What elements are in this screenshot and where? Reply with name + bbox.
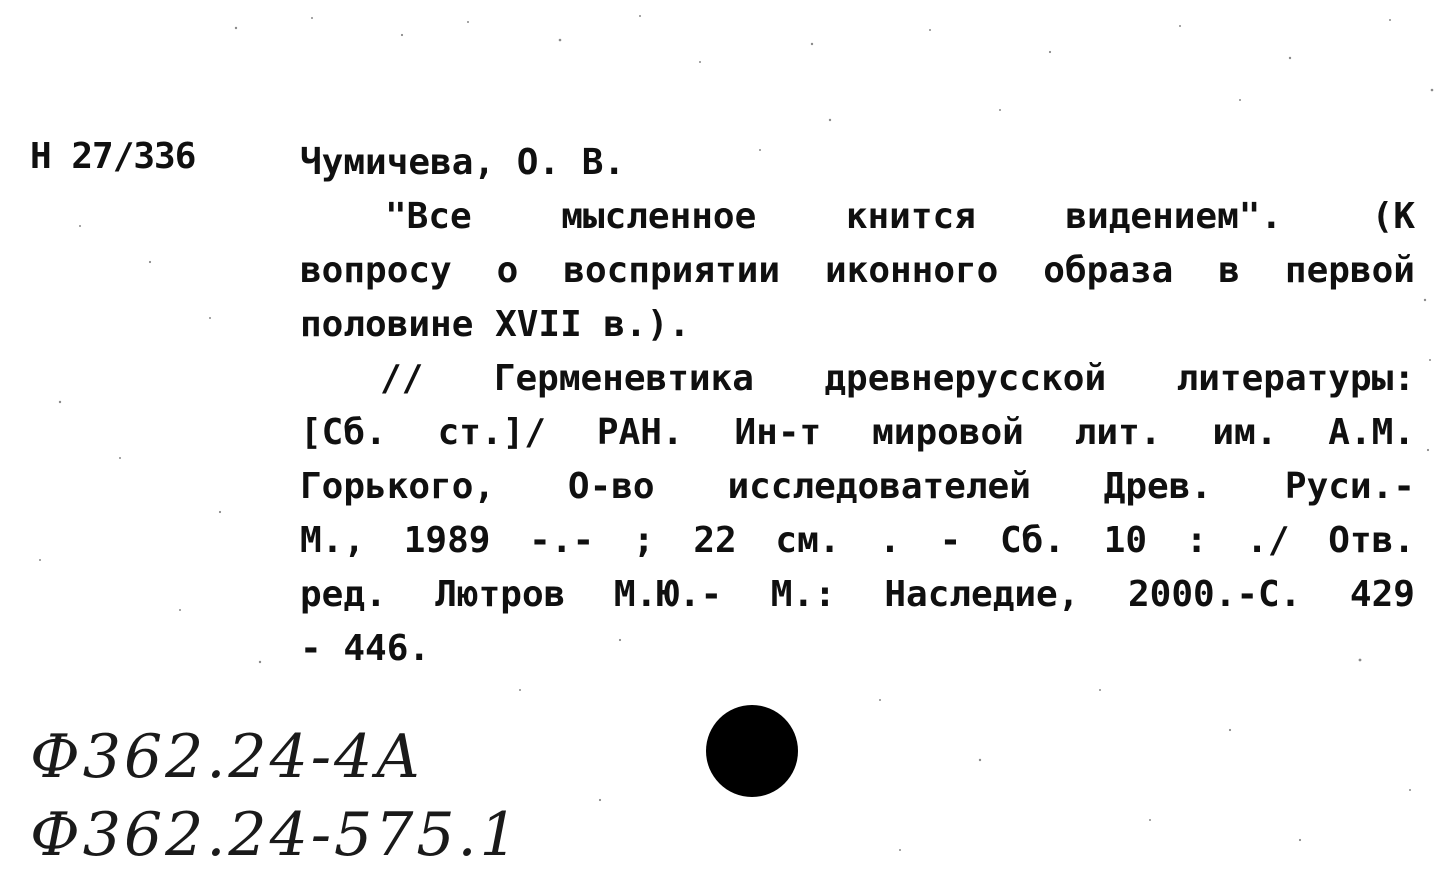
handwritten-classmark-1: Ф362.24-4А [30, 722, 424, 792]
source-line-6: - 446. [300, 628, 431, 669]
title-line-2: вопросу о восприятии иконного образа в первой [300, 250, 1415, 291]
source-line-2: [Сб. ст.]/ РАН. Ин-т мировой лит. им. А.М. [300, 412, 1415, 453]
shelfmark: Н 27/336 [30, 136, 196, 177]
source-line-1: // Герменевтика древнерусской литературы: [380, 358, 1415, 399]
punch-hole [706, 705, 798, 797]
source-line-5: ред. Лютров М.Ю.- М.: Наследие, 2000.-С. 429 [300, 574, 1415, 615]
title-line-3: половине XVII в.). [300, 304, 691, 345]
source-line-3: Горького, О-во исследователей Древ. Руси.- [300, 466, 1415, 507]
author-line: Чумичева, О. В. [300, 142, 626, 183]
title-line-1: "Все мысленное кнится видением". (К [385, 196, 1415, 237]
source-line-4: М., 1989 -.- ; 22 см. . - Сб. 10 : ./ Отв. [300, 520, 1415, 561]
bibliographic-entry [300, 136, 1415, 676]
handwritten-classmark-2: Ф362.24-575.1 [30, 800, 521, 870]
